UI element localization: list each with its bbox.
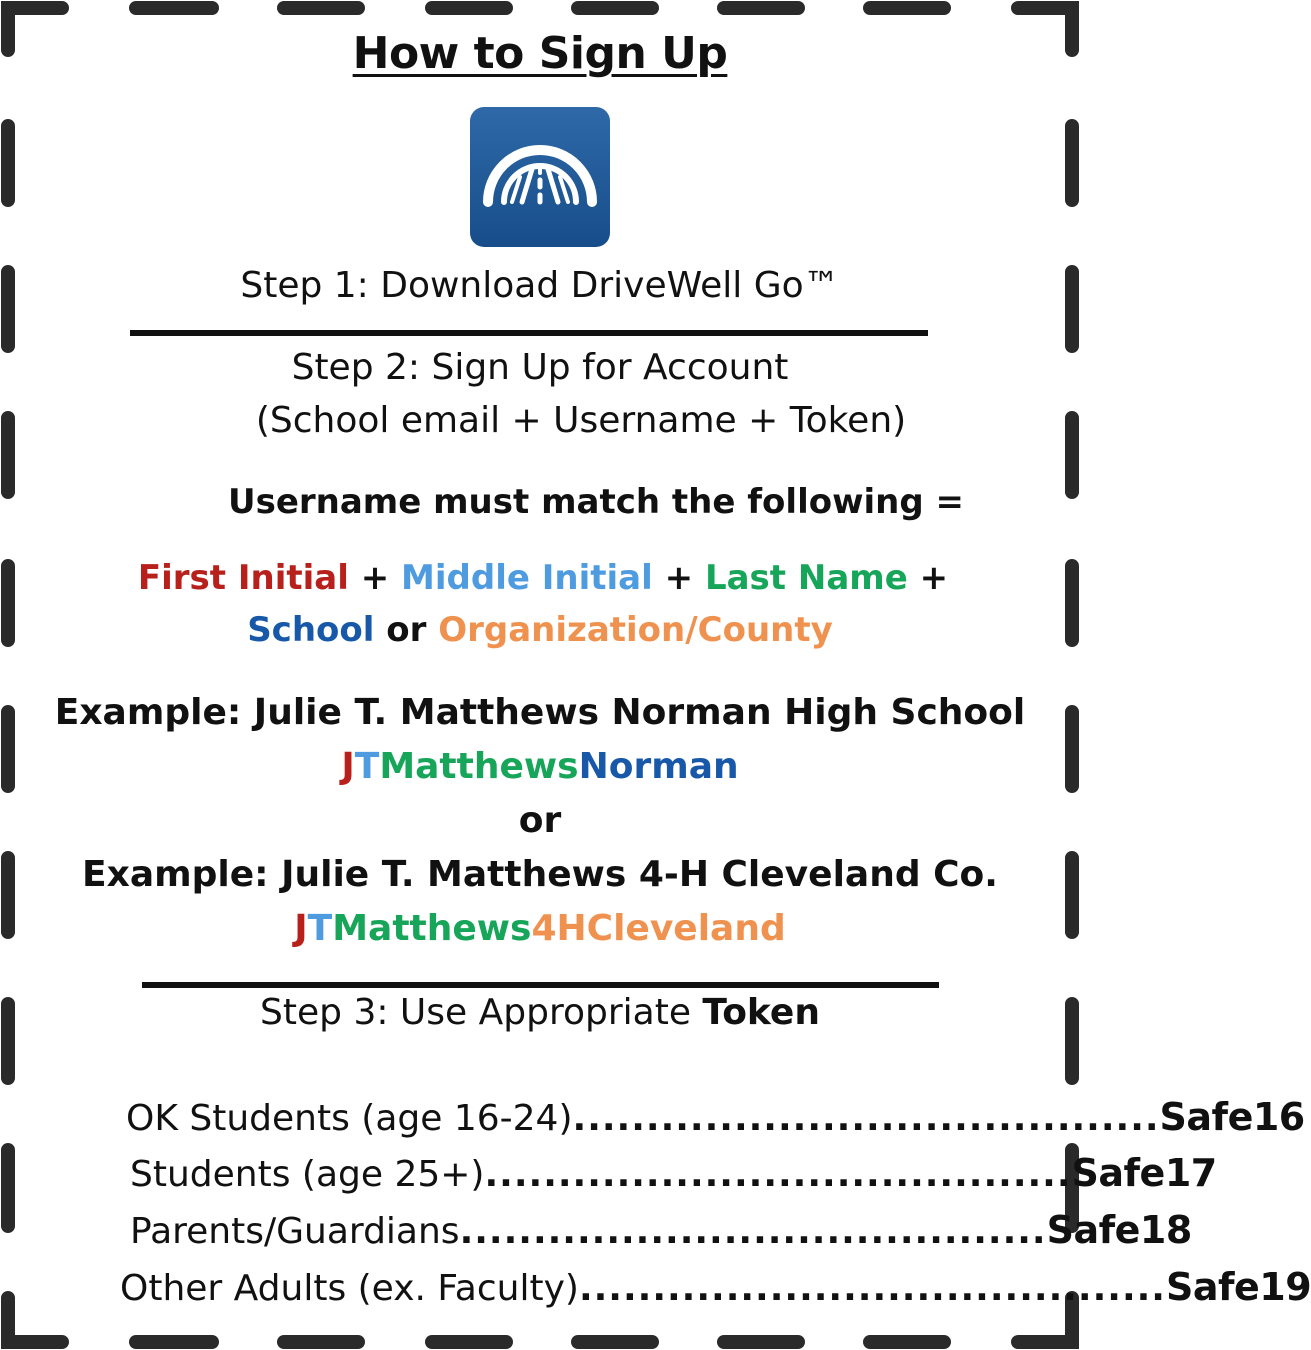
username-formula-line-2 bbox=[0, 610, 1080, 650]
first-initial-term: First Initial bbox=[137, 558, 349, 598]
token-row bbox=[120, 1263, 1311, 1309]
step-2-detail: (School email + Username + Token) bbox=[255, 400, 907, 441]
dot-leader: ........................................ bbox=[459, 1211, 1047, 1252]
example-middle-initial: T bbox=[354, 746, 380, 787]
or-word: or bbox=[374, 610, 439, 650]
example-first-initial: J bbox=[341, 746, 355, 787]
step-1-text: Step 1: Download DriveWell Go™ bbox=[240, 265, 840, 306]
example-1-username bbox=[0, 746, 1080, 787]
example-first-initial: J bbox=[294, 908, 308, 949]
step-3-token-word: Token bbox=[702, 992, 820, 1033]
page-title: How to Sign Up bbox=[352, 28, 728, 79]
last-name-term: Last Name bbox=[704, 558, 908, 598]
step-3-prefix: Step 3: Use Appropriate bbox=[260, 992, 703, 1033]
middle-initial-term: Middle Initial bbox=[401, 558, 653, 598]
token-audience: Parents/Guardians bbox=[130, 1211, 460, 1252]
divider bbox=[142, 982, 939, 988]
example-middle-initial: T bbox=[307, 908, 333, 949]
dot-leader: ........................................ bbox=[484, 1154, 1072, 1195]
token-row bbox=[130, 1149, 1217, 1195]
step-2-heading: Step 2: Sign Up for Account bbox=[291, 347, 789, 388]
road-arch-icon bbox=[470, 107, 610, 247]
example-last-name: Matthews bbox=[379, 746, 579, 787]
divider bbox=[130, 330, 928, 336]
username-rule: Username must match the following = bbox=[227, 482, 965, 522]
plus-sign: + bbox=[907, 558, 949, 598]
or-separator: or bbox=[518, 800, 562, 841]
step-3-heading bbox=[0, 992, 1080, 1033]
token-audience: Students (age 25+) bbox=[130, 1154, 485, 1195]
school-term: School bbox=[247, 610, 375, 650]
example-organization: 4HCleveland bbox=[531, 908, 786, 949]
token-audience: Other Adults (ex. Faculty) bbox=[120, 1268, 579, 1309]
drivewell-go-app-icon bbox=[470, 107, 610, 247]
username-formula-line-1 bbox=[0, 558, 1080, 598]
token-code: Safe16 bbox=[1159, 1095, 1305, 1139]
organization-term: Organization/County bbox=[438, 610, 833, 650]
token-code: Safe17 bbox=[1071, 1151, 1217, 1195]
example-school: Norman bbox=[578, 746, 739, 787]
token-row bbox=[130, 1206, 1192, 1252]
example-last-name: Matthews bbox=[332, 908, 532, 949]
token-code: Safe19 bbox=[1165, 1265, 1311, 1309]
token-row bbox=[126, 1093, 1305, 1139]
token-code: Safe18 bbox=[1046, 1208, 1192, 1252]
plus-sign: + bbox=[348, 558, 402, 598]
example-1-label: Example: Julie T. Matthews Norman High School bbox=[54, 692, 1026, 733]
plus-sign: + bbox=[652, 558, 705, 598]
token-audience: OK Students (age 16-24) bbox=[126, 1098, 573, 1139]
example-2-username bbox=[0, 908, 1080, 949]
dot-leader: ........................................ bbox=[572, 1098, 1160, 1139]
dot-leader: ........................................ bbox=[578, 1268, 1166, 1309]
example-2-label: Example: Julie T. Matthews 4-H Cleveland Co. bbox=[82, 854, 998, 895]
